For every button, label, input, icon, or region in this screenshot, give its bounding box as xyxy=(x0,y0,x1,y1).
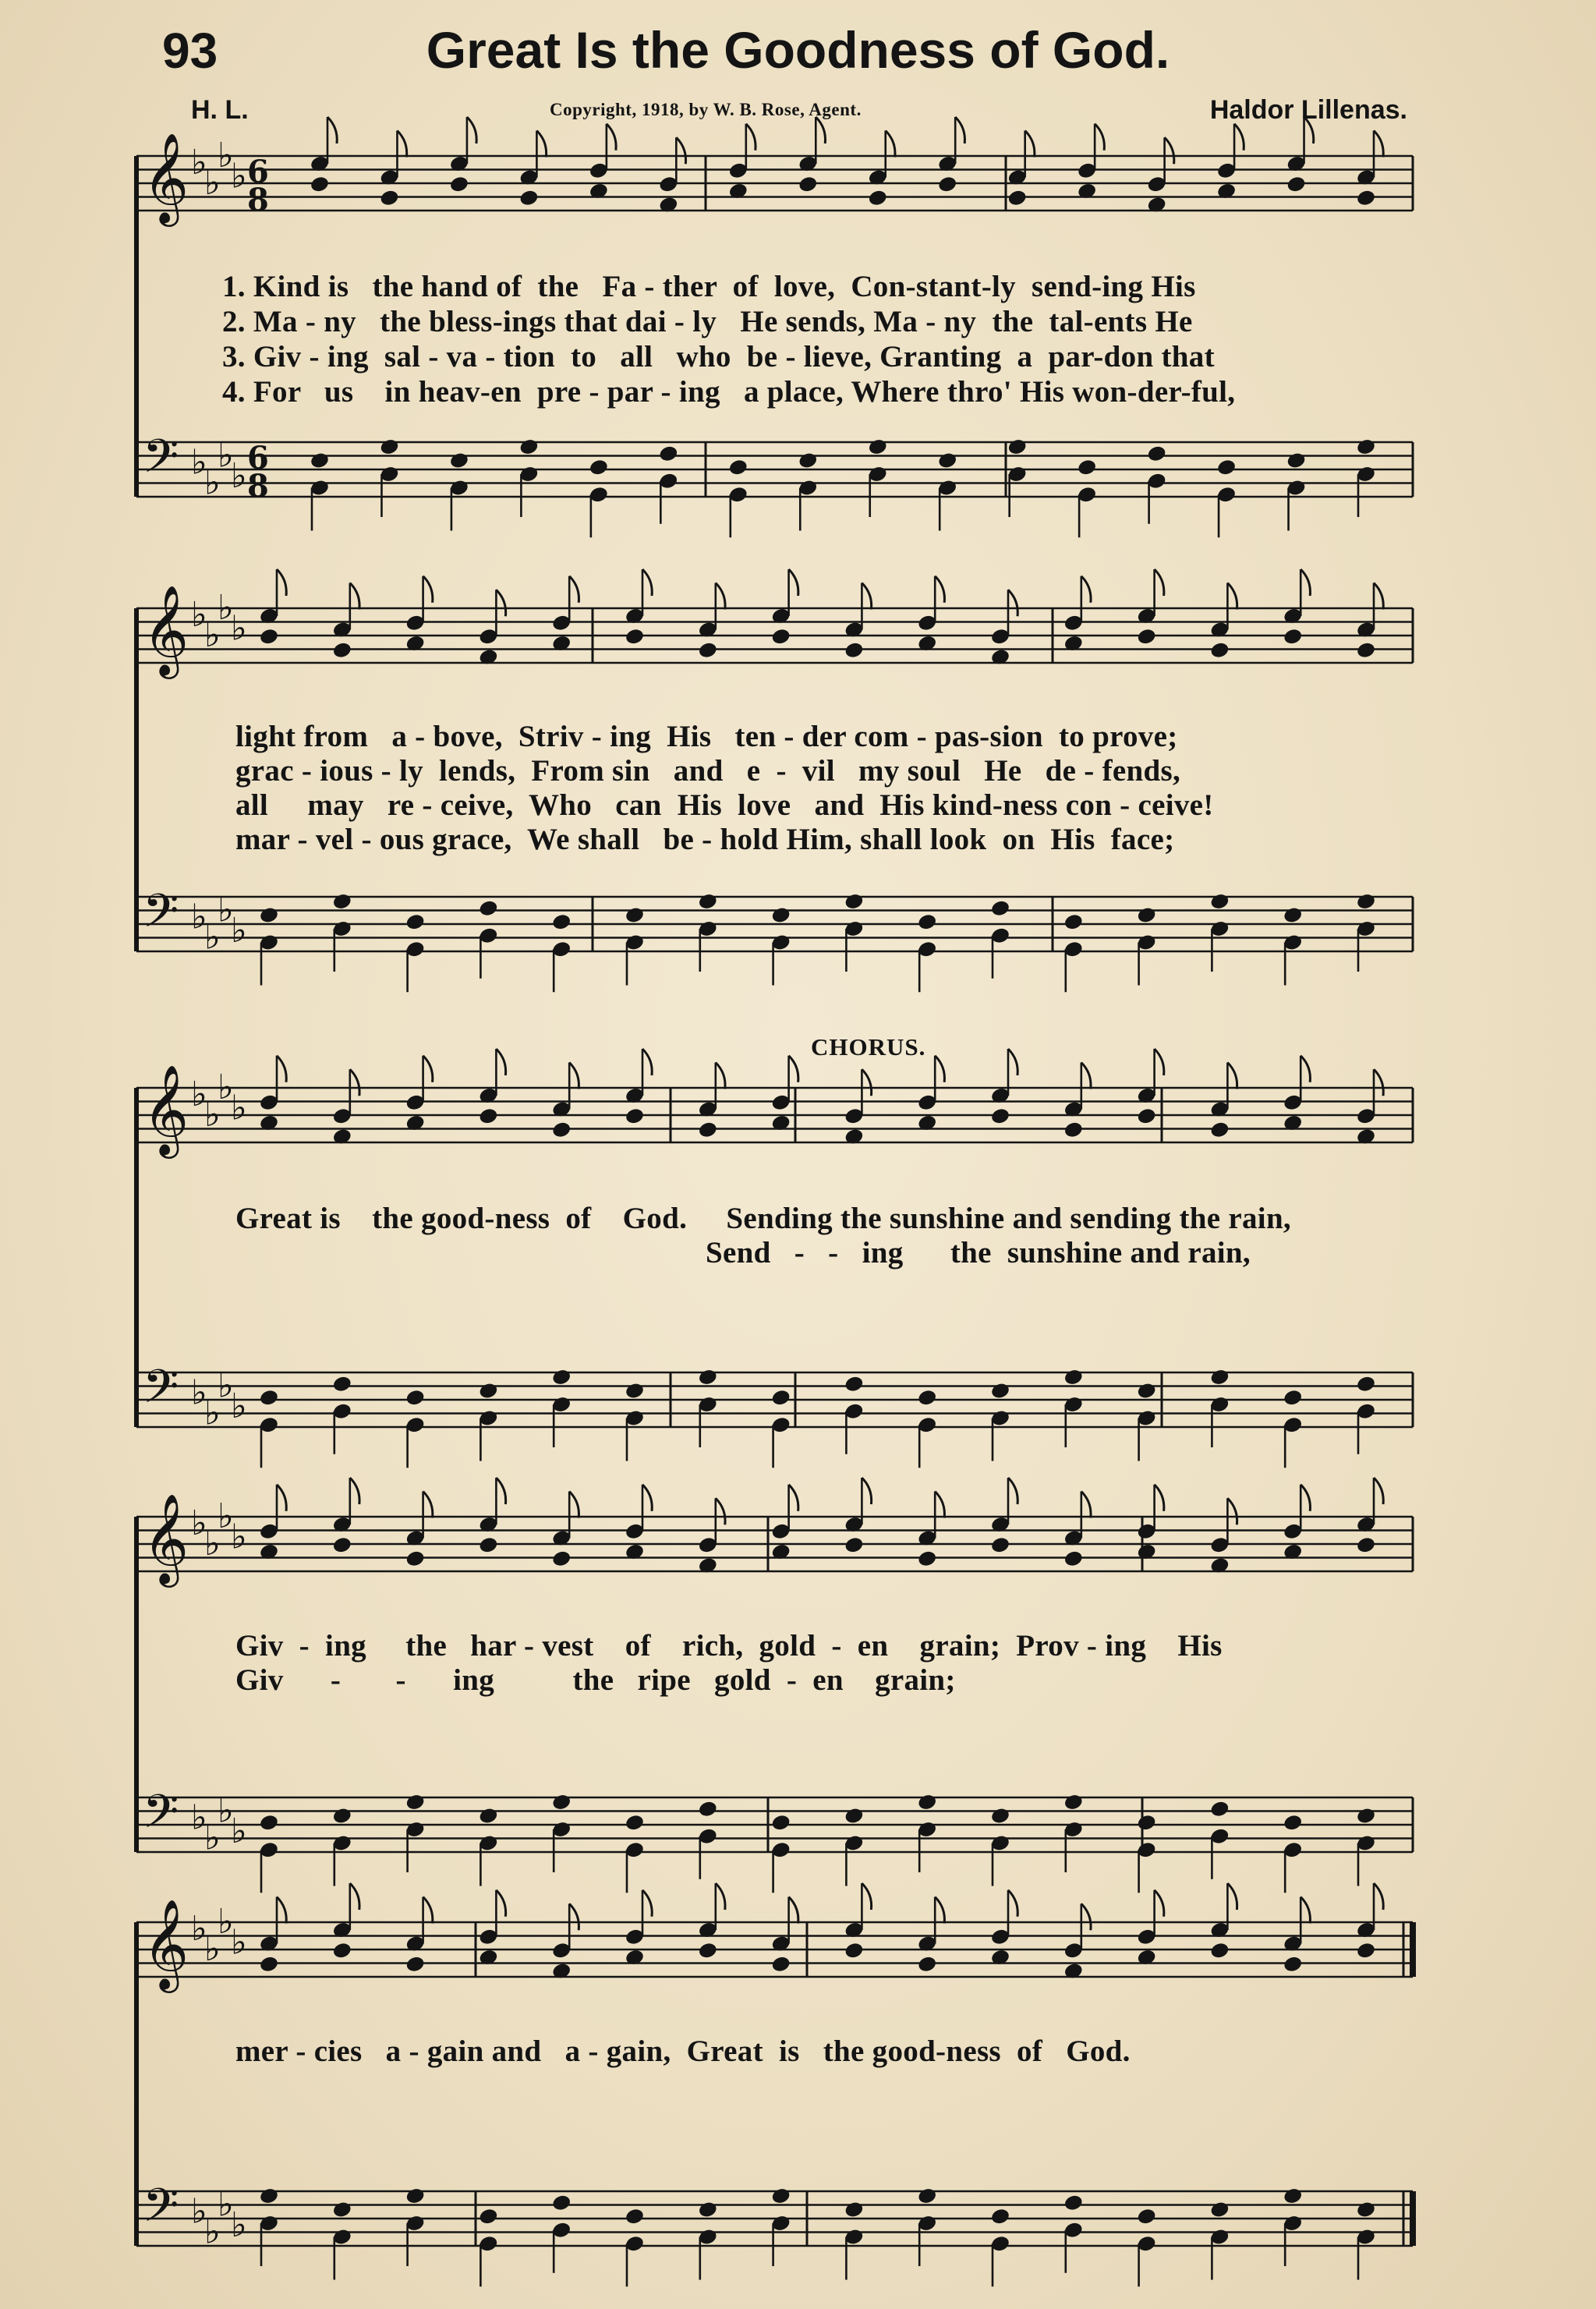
notehead xyxy=(917,913,937,931)
notehead xyxy=(1007,437,1027,455)
treble-clef: 𝄞 xyxy=(143,584,189,675)
treble-clef: 𝄞 xyxy=(143,1493,189,1584)
notehead xyxy=(478,1382,498,1400)
notehead xyxy=(844,641,864,659)
notehead xyxy=(1136,1107,1156,1125)
note-flag xyxy=(607,124,616,151)
notehead xyxy=(478,899,498,917)
lyric-line: Great is the good-ness of God. Sending the sunshine and sending the rain, xyxy=(235,1202,1291,1235)
note-flag xyxy=(789,1485,798,1511)
note-flag xyxy=(1374,1069,1383,1096)
flat-sign: ♭ xyxy=(204,1818,221,1858)
flat-sign: ♭ xyxy=(191,2191,207,2232)
flat-sign: ♭ xyxy=(191,897,207,937)
notehead xyxy=(844,2201,864,2219)
note-flag xyxy=(642,1890,652,1917)
notehead xyxy=(1007,189,1027,207)
notehead xyxy=(332,2201,352,2219)
flat-sign: ♭ xyxy=(218,1902,234,1942)
notehead xyxy=(259,1955,279,1973)
note-flag xyxy=(1155,1890,1164,1917)
notehead xyxy=(405,1549,425,1567)
notehead xyxy=(625,2208,645,2226)
note-flag xyxy=(676,137,685,164)
notehead xyxy=(1356,892,1376,910)
note-flag xyxy=(789,1056,798,1082)
note-flag xyxy=(496,590,505,616)
flat-sign: ♭ xyxy=(204,462,221,503)
flat-sign: ♭ xyxy=(191,1797,207,1838)
notehead xyxy=(332,1807,352,1825)
notehead xyxy=(698,892,718,910)
notehead xyxy=(379,437,399,455)
notehead xyxy=(625,1382,645,1400)
notehead xyxy=(1063,913,1084,931)
author-initials: H. L. xyxy=(191,95,249,125)
lyric-line: Giv - ing the har - vest of rich, gold - en grain; Prov - ing His xyxy=(235,1629,1223,1663)
flat-sign: ♭ xyxy=(218,1790,234,1831)
notehead xyxy=(844,892,864,910)
notehead xyxy=(405,1955,425,1973)
notehead xyxy=(770,2187,791,2205)
flat-sign: ♭ xyxy=(231,1517,247,1557)
notehead xyxy=(917,1793,937,1811)
note-flag xyxy=(1008,590,1017,616)
lyric-line: 1. Kind is the hand of the Fa - ther of love, Con-stant-ly send-ing His xyxy=(222,270,1196,303)
treble-clef: 𝄞 xyxy=(143,1064,189,1155)
flat-sign: ♭ xyxy=(231,608,247,649)
time-signature: 8 xyxy=(247,468,269,505)
notehead xyxy=(625,906,645,924)
note-flag xyxy=(862,1478,871,1504)
flat-sign: ♭ xyxy=(231,1088,247,1128)
notehead xyxy=(770,628,791,646)
hymn-number: 93 xyxy=(162,23,218,79)
note-flag xyxy=(1081,1063,1091,1089)
notehead xyxy=(1063,1121,1084,1139)
chorus-label: CHORUS. xyxy=(811,1033,926,1061)
note-flag xyxy=(1155,1485,1164,1511)
flat-sign: ♭ xyxy=(231,1922,247,1963)
notehead xyxy=(1356,641,1376,659)
notehead xyxy=(478,1807,498,1825)
flat-sign: ♭ xyxy=(191,142,207,182)
note-flag xyxy=(1374,1883,1383,1910)
notehead xyxy=(728,459,748,476)
note-flag xyxy=(277,1056,286,1082)
flat-sign: ♭ xyxy=(204,1929,221,1969)
bass-clef: 𝄢 xyxy=(143,429,179,494)
notehead xyxy=(1356,1536,1376,1554)
notehead xyxy=(1209,1800,1230,1818)
notehead xyxy=(449,452,469,469)
flat-sign: ♭ xyxy=(218,435,234,476)
notehead xyxy=(625,1107,645,1125)
notehead xyxy=(1286,175,1306,193)
flat-sign: ♭ xyxy=(191,594,207,635)
flat-sign: ♭ xyxy=(218,1496,234,1536)
composer-name: Haldor Lillenas. xyxy=(1209,95,1407,125)
note-flag xyxy=(716,1883,725,1910)
note-flag xyxy=(569,576,579,603)
notehead xyxy=(259,1389,279,1407)
note-flag xyxy=(277,1485,286,1511)
notehead xyxy=(1283,1389,1303,1407)
note-flag xyxy=(423,1492,433,1518)
notehead xyxy=(1209,1121,1230,1139)
notehead xyxy=(990,1807,1010,1825)
lyric-line: grac - ious - ly lends, From sin and e - vil my soul He de - fends, xyxy=(235,754,1181,788)
note-flag xyxy=(935,1492,944,1518)
note-flag xyxy=(467,117,476,143)
notehead xyxy=(917,1549,937,1567)
note-flag xyxy=(1304,117,1314,143)
notehead xyxy=(698,1800,718,1818)
flat-sign: ♭ xyxy=(218,588,234,628)
note-flag xyxy=(642,1485,652,1511)
note-flag xyxy=(1301,569,1310,596)
notehead xyxy=(770,906,791,924)
notehead xyxy=(867,437,887,455)
notehead xyxy=(405,913,425,931)
notehead xyxy=(478,2208,498,2226)
note-flag xyxy=(1081,576,1091,603)
flat-sign: ♭ xyxy=(191,1074,207,1114)
note-flag xyxy=(1155,569,1164,596)
flat-sign: ♭ xyxy=(218,136,234,175)
notehead xyxy=(1356,437,1376,455)
lyric-line: mer - cies a - gain and a - gain, Great is the good-ness of God. xyxy=(235,2035,1131,2068)
notehead xyxy=(990,1382,1010,1400)
note-flag xyxy=(1227,1498,1237,1525)
notehead xyxy=(844,1807,864,1825)
note-flag xyxy=(350,583,359,610)
bass-clef: 𝄢 xyxy=(143,1784,179,1850)
note-flag xyxy=(423,576,433,603)
time-signature: 6 xyxy=(247,440,269,476)
notehead xyxy=(844,1536,864,1554)
note-flag xyxy=(1301,1897,1310,1924)
notehead xyxy=(698,2201,718,2219)
note-flag xyxy=(496,1049,505,1075)
notehead xyxy=(1136,2208,1156,2226)
note-flag xyxy=(350,1478,359,1504)
time-signature: 6 xyxy=(247,154,269,190)
note-flag xyxy=(1227,1883,1237,1910)
note-flag xyxy=(862,1069,871,1096)
notehead xyxy=(259,2187,279,2205)
note-flag xyxy=(935,1897,944,1924)
notehead xyxy=(867,189,887,207)
note-flag xyxy=(350,1069,359,1096)
bass-clef: 𝄢 xyxy=(143,1359,179,1425)
notehead xyxy=(1286,452,1306,469)
notehead xyxy=(449,175,469,193)
note-flag xyxy=(1008,1049,1017,1075)
notehead xyxy=(518,437,539,455)
note-flag xyxy=(1155,1049,1164,1075)
note-flag xyxy=(1227,583,1237,610)
note-flag xyxy=(1227,1063,1237,1089)
notehead xyxy=(1283,906,1303,924)
notehead xyxy=(1077,459,1097,476)
flat-sign: ♭ xyxy=(191,1372,207,1413)
note-flag xyxy=(423,1056,433,1082)
notehead xyxy=(1136,628,1156,646)
notehead xyxy=(1356,1942,1376,1960)
notehead xyxy=(551,913,572,931)
hymn-title: Great Is the Goodness of God. xyxy=(426,21,1170,79)
note-flag xyxy=(1301,1485,1310,1511)
flat-sign: ♭ xyxy=(204,917,221,958)
notehead xyxy=(1209,641,1230,659)
note-flag xyxy=(935,1056,944,1082)
notehead xyxy=(1216,459,1237,476)
flat-sign: ♭ xyxy=(231,910,247,951)
time-signature: 8 xyxy=(247,182,269,218)
notehead xyxy=(937,452,957,469)
notehead xyxy=(917,2187,937,2205)
lyric-line: 4. For us in heav-en pre - par - ing a place, Where thro' His won-der-ful, xyxy=(222,375,1236,409)
notehead xyxy=(332,1536,352,1554)
notehead xyxy=(1356,2201,1376,2219)
notehead xyxy=(1063,2194,1084,2212)
note-flag xyxy=(1008,1478,1017,1504)
flat-sign: ♭ xyxy=(218,1068,234,1107)
note-flag xyxy=(1374,583,1383,610)
notehead xyxy=(551,2194,572,2212)
notehead xyxy=(551,1549,572,1567)
notehead xyxy=(332,1942,352,1960)
flat-sign: ♭ xyxy=(191,442,207,483)
notehead xyxy=(1356,1375,1376,1393)
notehead xyxy=(990,2208,1010,2226)
notehead xyxy=(770,1955,791,1973)
notehead xyxy=(1283,628,1303,646)
notehead xyxy=(551,1368,572,1386)
notehead xyxy=(259,1814,279,1832)
notehead xyxy=(917,1955,937,1973)
notehead xyxy=(1136,906,1156,924)
note-flag xyxy=(1081,1492,1091,1518)
notehead xyxy=(1209,2201,1230,2219)
note-flag xyxy=(536,131,546,158)
notehead xyxy=(405,2187,425,2205)
bass-clef: 𝄢 xyxy=(143,2178,179,2243)
notehead xyxy=(310,175,330,193)
notehead xyxy=(259,628,279,646)
note-flag xyxy=(642,569,652,596)
flat-sign: ♭ xyxy=(231,2205,247,2245)
notehead xyxy=(990,1536,1010,1554)
notehead xyxy=(332,1375,352,1393)
notehead xyxy=(518,189,539,207)
note-flag xyxy=(955,117,964,143)
notehead xyxy=(798,452,818,469)
note-flag xyxy=(1081,1904,1091,1930)
note-flag xyxy=(789,1897,798,1924)
notehead xyxy=(1356,1807,1376,1825)
note-flag xyxy=(423,1897,433,1924)
lyric-line: Send - - ing the sunshine and rain, xyxy=(235,1236,1251,1270)
notehead xyxy=(1209,892,1230,910)
notehead xyxy=(405,1793,425,1811)
note-flag xyxy=(716,1498,725,1525)
note-flag xyxy=(935,576,944,603)
treble-clef: 𝄞 xyxy=(143,132,189,223)
notehead xyxy=(478,1536,498,1554)
note-flag xyxy=(569,1063,579,1089)
flat-sign: ♭ xyxy=(204,1393,221,1433)
notehead xyxy=(551,1121,572,1139)
note-flag xyxy=(350,1883,359,1910)
note-flag xyxy=(1025,131,1035,158)
note-flag xyxy=(862,583,871,610)
notehead xyxy=(379,189,399,207)
lyric-line: 3. Giv - ing sal - va - tion to all who be - lieve, Granting a par-don that xyxy=(222,340,1215,374)
treble-clef: 𝄞 xyxy=(143,1898,189,1989)
flat-sign: ♭ xyxy=(204,163,221,203)
note-flag xyxy=(716,583,725,610)
notehead xyxy=(770,1389,791,1407)
notehead xyxy=(844,1375,864,1393)
notehead xyxy=(698,1368,718,1386)
note-flag xyxy=(1301,1056,1310,1082)
note-flag xyxy=(716,1063,725,1089)
notehead xyxy=(478,1107,498,1125)
note-flag xyxy=(862,1883,871,1910)
notehead xyxy=(937,175,957,193)
notehead xyxy=(798,175,818,193)
note-flag xyxy=(569,1904,579,1930)
note-flag xyxy=(277,569,286,596)
notehead xyxy=(698,1121,718,1139)
note-flag xyxy=(642,1049,652,1075)
flat-sign: ♭ xyxy=(218,1365,234,1406)
flat-sign: ♭ xyxy=(218,2184,234,2225)
notehead xyxy=(1063,1549,1084,1567)
note-flag xyxy=(789,569,798,596)
lyric-line: 2. Ma - ny the bless-ings that dai - ly He sends, Ma - ny the tal-ents He xyxy=(222,305,1193,338)
lyric-line: light from a - bove, Striv - ing His ten - der com - pas-sion to prove; xyxy=(235,720,1178,753)
notehead xyxy=(625,628,645,646)
notehead xyxy=(917,1389,937,1407)
notehead xyxy=(1209,1942,1230,1960)
notehead xyxy=(1146,444,1166,462)
flat-sign: ♭ xyxy=(204,1095,221,1135)
flat-sign: ♭ xyxy=(191,1908,207,1949)
bass-clef: 𝄢 xyxy=(143,884,179,949)
flat-sign: ♭ xyxy=(204,615,221,655)
note-flag xyxy=(496,1890,505,1917)
flat-sign: ♭ xyxy=(204,1524,221,1564)
notehead xyxy=(698,641,718,659)
notehead xyxy=(332,641,352,659)
notehead xyxy=(405,1389,425,1407)
notehead xyxy=(259,906,279,924)
notehead xyxy=(1063,1368,1084,1386)
lyric-line: mar - vel - ous grace, We shall be - hold Him, shall look on His face; xyxy=(235,823,1175,856)
notehead xyxy=(589,459,609,476)
notehead xyxy=(332,892,352,910)
notehead xyxy=(658,444,678,462)
flat-sign: ♭ xyxy=(204,2212,221,2252)
note-flag xyxy=(1234,124,1244,151)
notehead xyxy=(1283,1814,1303,1832)
flat-sign: ♭ xyxy=(231,1386,247,1426)
note-flag xyxy=(277,1897,286,1924)
notehead xyxy=(1283,2187,1303,2205)
lyric-line: Giv - - ing the ripe gold - en grain; xyxy=(235,1663,956,1697)
notehead xyxy=(1136,1814,1156,1832)
lyric-line: all may re - ceive, Who can His love and His kind-ness con - ceive! xyxy=(235,788,1214,822)
notehead xyxy=(310,452,330,469)
note-flag xyxy=(1165,137,1174,164)
notehead xyxy=(1063,1793,1084,1811)
flat-sign: ♭ xyxy=(231,156,247,197)
note-flag xyxy=(569,1492,579,1518)
note-flag xyxy=(816,117,825,143)
note-flag xyxy=(1008,1890,1017,1917)
note-flag xyxy=(496,1478,505,1504)
copyright-notice: Copyright, 1918, by W. B. Rose, Agent. xyxy=(550,100,862,119)
notehead xyxy=(551,1793,572,1811)
note-flag xyxy=(327,117,337,143)
notehead xyxy=(1209,1368,1230,1386)
note-flag xyxy=(1095,124,1104,151)
notehead xyxy=(1356,189,1376,207)
notehead xyxy=(844,1942,864,1960)
flat-sign: ♭ xyxy=(218,890,234,930)
note-flag xyxy=(886,131,895,158)
note-flag xyxy=(746,124,756,151)
note-flag xyxy=(397,131,406,158)
flat-sign: ♭ xyxy=(191,1503,207,1543)
notehead xyxy=(698,1942,718,1960)
notehead xyxy=(625,1814,645,1832)
notehead xyxy=(990,1107,1010,1125)
note-flag xyxy=(1374,1478,1383,1504)
notehead xyxy=(990,899,1010,917)
notehead xyxy=(770,1814,791,1832)
flat-sign: ♭ xyxy=(231,455,247,496)
flat-sign: ♭ xyxy=(231,1811,247,1851)
notehead xyxy=(1283,1955,1303,1973)
note-flag xyxy=(1374,131,1383,158)
notehead xyxy=(1136,1382,1156,1400)
